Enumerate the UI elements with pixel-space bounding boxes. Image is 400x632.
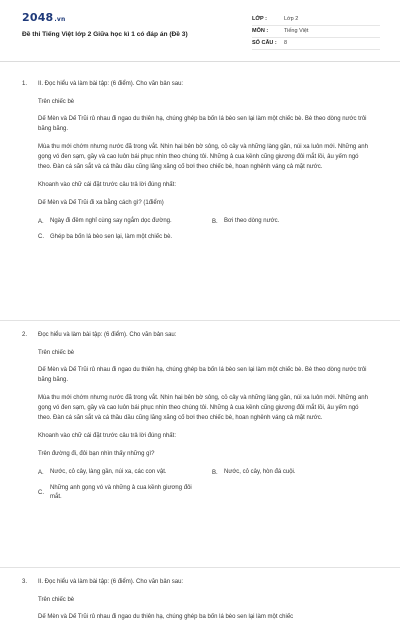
answer-option-a[interactable] [38, 468, 210, 477]
question-prompt: Trên đường đi, đôi bạn nhìn thấy những gì? [38, 450, 155, 457]
answer-options [38, 468, 372, 502]
meta-row-subject [252, 26, 380, 38]
option-letter: B. [212, 218, 218, 225]
option-letter: C. [38, 234, 44, 241]
meta-label: SỐ CÂU : [252, 39, 277, 46]
question-prompt: Dế Mèn và Dế Trũi đi xa bằng cách gì? (1điểm) [38, 199, 164, 206]
question-instruction: Khoanh vào chữ cái đặt trước câu trả lời đúng nhất: [38, 433, 176, 440]
question-instruction: Khoanh vào chữ cái đặt trước câu trả lời đúng nhất: [38, 182, 176, 189]
question-divider [0, 567, 400, 568]
answer-option-c[interactable] [38, 484, 210, 503]
option-letter: B. [212, 469, 218, 476]
answer-option-b[interactable] [212, 217, 372, 226]
meta-value: Tiếng Việt [284, 27, 309, 34]
question-heading: Đọc hiểu và làm bài tập: (6 điểm). Cho văn bản sau: [38, 332, 177, 338]
meta-row-grade [252, 14, 380, 26]
passage-title: Trên chiếc bè [38, 98, 75, 105]
logo-text: 2048 [22, 11, 54, 24]
passage-title: Trên chiếc bè [38, 596, 75, 603]
option-text: Ngày đi đêm nghỉ cùng say ngắm dọc đường. [50, 218, 172, 225]
answer-option-a[interactable] [38, 217, 210, 226]
question-list [0, 80, 400, 632]
page-header [0, 0, 400, 62]
answer-option-c[interactable] [38, 233, 210, 242]
option-text: Nước, cỏ cây, làng gần, núi xa, các con vật. [50, 469, 167, 476]
question-3 [0, 578, 400, 623]
question-number: 2. [22, 332, 28, 338]
logo-suffix: .vn [54, 16, 66, 23]
option-letter: C. [38, 489, 44, 496]
passage-paragraph: Dế Mèn và Dế Trũi rủ nhau đi ngao du thiên hạ, chúng ghép ba bốn lá bèo sen lại làm một chiếc bè. Bè theo dòng nước trôi băng băng. [38, 116, 367, 132]
option-text: Nước, cỏ cây, hòn đá cuội. [224, 469, 296, 476]
exam-meta-table [252, 14, 380, 50]
question-heading: II. Đọc hiểu và làm bài tập: (6 điểm). Cho văn bản sau: [38, 81, 184, 87]
page-title: Đề thi Tiếng Việt lớp 2 Giữa học kì 1 có đáp án (Đề 3) [22, 31, 188, 38]
passage-paragraph: Dế Mèn và Dế Trũi rủ nhau đi ngao du thiên hạ, chúng ghép ba bốn lá bèo sen lại làm một chiếc bè. Bè theo dòng nước trôi băng băng. [38, 367, 367, 383]
answer-options [38, 217, 372, 242]
question-2 [0, 331, 400, 567]
option-text: Ghép ba bốn lá bèo sen lại, làm một chiếc bè. [50, 233, 173, 240]
question-divider [0, 320, 400, 321]
question-heading: II. Đọc hiểu và làm bài tập: (6 điểm). Cho văn bản sau: [38, 579, 184, 585]
answer-option-b[interactable] [212, 468, 372, 477]
question-number: 1. [22, 81, 28, 87]
meta-row-count [252, 38, 380, 50]
question-number: 3. [22, 579, 28, 585]
option-letter: A. [38, 469, 44, 476]
passage-paragraph: Dế Mèn và Dế Trũi rủ nhau đi ngao du thiên hạ, chúng ghép ba bốn lá bèo sen lại làm một chiếc [38, 614, 294, 621]
option-text: Những anh gọng vó và những ả cua kềnh giương đôi mắt. [50, 484, 192, 501]
passage-paragraph: Mùa thu mới chớm nhưng nước đã trong vắt. Nhìn hai bên bờ sông, cỏ cây và những làng gần, núi xa luôn mới. Những anh gọng vó đen sạm, gầy và cao luôn bái phục nhìn theo chúng tôi. Những ả cua kềnh cũng giương đôi mắt lồi, âu yếm ngó theo. Đàn cá săn sắt và cá thầu dầu cũng lăng xăng cố bơi theo chiếc bè, hoan nghênh váng cả mặt nước. [38, 144, 368, 170]
question-1 [0, 80, 400, 320]
meta-label: MÔN : [252, 27, 269, 34]
passage-paragraph: Mùa thu mới chớm nhưng nước đã trong vắt. Nhìn hai bên bờ sông, cỏ cây và những làng gần, núi xa luôn mới. Những anh gọng vó đen sạm, gầy và cao luôn bái phục nhìn theo chúng tôi. Những ả cua kềnh cũng giương đôi mắt lồi, âu yếm ngó theo. Đàn cá săn sắt và cá thầu dầu cũng lăng xăng cố bơi theo chiếc bè, hoan nghênh váng cả mặt nước. [38, 395, 368, 421]
site-logo[interactable] [22, 10, 65, 26]
meta-label: LỚP : [252, 15, 267, 22]
option-text: Bơi theo dòng nước. [224, 218, 280, 225]
meta-value: 8 [284, 39, 288, 46]
meta-value: Lớp 2 [284, 15, 299, 22]
passage-title: Trên chiếc bè [38, 349, 75, 356]
option-letter: A. [38, 218, 44, 225]
